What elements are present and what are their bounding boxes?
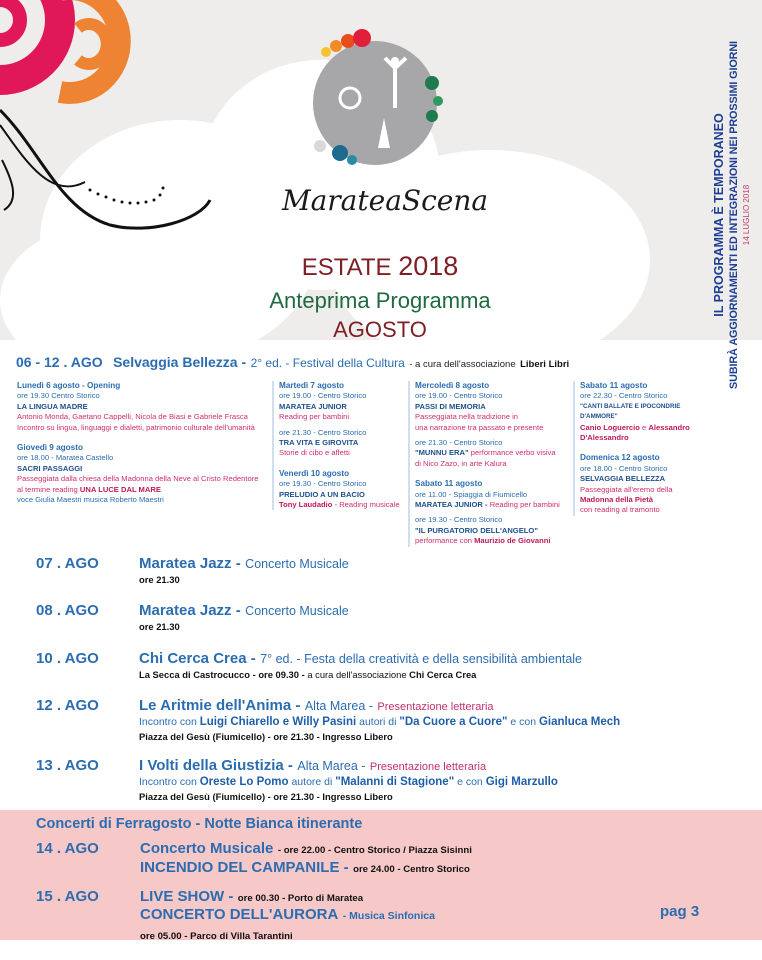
ferragosto-event	[36, 888, 99, 906]
event-title: "IL PURGATORIO DELL'ANGELO"	[415, 525, 538, 535]
event-description: Reading per bambini	[489, 500, 560, 510]
event-meta: La Secca di Castrocucco - ore 09.30 -	[139, 669, 305, 680]
event-time: ore 18.00 - Maratea Castello	[17, 453, 114, 463]
event-time: ore 19.00 - Centro Storico	[279, 391, 367, 401]
event-time: ore 22.30 - Centro Storico	[580, 391, 668, 401]
event-title: Concerto Musicale	[140, 840, 274, 857]
festival-dates: 06 - 12 . AGO	[16, 354, 103, 370]
festival-column-3	[408, 381, 573, 547]
event-text: Incontro con	[139, 716, 197, 728]
event-title: LA LINGUA MADRE	[17, 401, 88, 411]
festival-curator-prefix: - a cura dell'associazione	[409, 359, 516, 370]
event-title: PRELUDIO A UN BACIO	[279, 489, 365, 499]
event-description: al termine reading	[17, 484, 78, 494]
event-highlight: UNA LUCE DAL MARE	[79, 484, 161, 494]
event-description: e	[642, 422, 647, 432]
event-title: MARATEA JUNIOR	[279, 401, 347, 411]
ferragosto-event-line	[140, 926, 293, 944]
event-title: I Volti della Giustizia -	[139, 757, 293, 774]
event-meta: Piazza del Gesù (Fiumicello) - ore 21.30 - Ingresso Libero	[139, 791, 393, 802]
event-description: Passeggiata all'eremo della	[580, 484, 673, 494]
event-description: Passeggiata dalla chiesa della Madonna della Neve al Cristo Redentore	[17, 474, 259, 484]
event-meta: - ore 22.00 - Centro Storico / Piazza Sisinni	[277, 845, 472, 856]
ferragosto-event	[36, 840, 99, 858]
brand-script-title: MarateaScena	[281, 184, 489, 217]
event-highlight: Alessandro D'Alessandro	[580, 422, 690, 443]
event-description: performance verbo visiva	[470, 448, 556, 458]
day-heading: Lunedì 6 agosto - Opening	[17, 381, 121, 390]
event-description: con reading al tramonto	[580, 505, 660, 515]
notice-date: 14 LUGLIO 2018	[742, 184, 751, 246]
event-title: SELVAGGIA BELLEZZA	[580, 474, 666, 484]
event-date: 08 . AGO	[36, 602, 99, 619]
month-title: AGOSTO	[333, 317, 427, 342]
event-title: SACRI PASSAGGI	[17, 463, 83, 473]
festival-column-1	[17, 381, 272, 505]
event-guest: Oreste Lo Pomo	[199, 776, 289, 788]
festival-curator: Liberi Libri	[520, 359, 570, 370]
season-year: 2018	[398, 251, 459, 281]
event-description: di Nico Zazo, in arte Kalura	[415, 458, 507, 468]
festival-column-4	[573, 381, 707, 516]
event-guest: Gianluca Mech	[538, 716, 621, 728]
notice-line-1: IL PROGRAMMA È TEMPORANEO	[712, 113, 726, 317]
event-subtitle: 7° ed. - Festa della creatività e della sensibilità ambientale	[260, 652, 583, 666]
event-title: Chi Cerca Crea -	[139, 650, 256, 667]
event-date: 12 . AGO	[36, 697, 99, 714]
event-title: "MUNNU ERA"	[415, 448, 469, 458]
event-time: ore 19.30 - Centro Storico	[279, 479, 367, 489]
event-row	[36, 697, 726, 753]
event-description: - Reading musicale	[334, 500, 400, 510]
day-heading: Sabato 11 agosto	[415, 479, 483, 489]
event-date: 10 . AGO	[36, 650, 99, 667]
event-guest: Luigi Chiarello e Willy Pasini	[199, 716, 357, 728]
event-title: CONCERTO DELL'AURORA	[140, 906, 339, 923]
ferragosto-event-line	[140, 906, 435, 924]
event-title: INCENDIO DEL CAMPANILE -	[140, 859, 349, 876]
event-title: "CANTI BALLATE E IPOCONDRIE D'AMMORE"	[580, 402, 681, 421]
event-description: Antonio Monda, Gaetano Cappelli, Nicola de Biasi e Gabriele Frasca	[17, 412, 248, 422]
event-date: 13 . AGO	[36, 757, 99, 774]
season-title	[220, 252, 540, 282]
event-title: PASSI DI MEMORIA	[415, 401, 486, 411]
event-meta: ore 05.00 - Parco di Villa Tarantini	[140, 931, 293, 942]
event-text: autori di	[359, 716, 397, 728]
event-highlight: Madonna della Pietà	[580, 495, 654, 505]
event-guest: Gigi Marzullo	[485, 776, 558, 788]
event-description: Passeggiata nella tradizione in	[415, 412, 519, 422]
day-heading: Mercoledì 8 agosto	[415, 381, 490, 390]
event-time: ore 18.00 - Centro Storico	[580, 463, 668, 473]
ferragosto-title: Concerti di Ferragosto - Notte Bianca itinerante	[36, 816, 363, 832]
event-description: Reading per bambini	[279, 412, 350, 422]
festival-column-2	[272, 381, 407, 510]
event-meta: Chi Cerca Crea	[409, 669, 477, 680]
event-meta: ore 24.00 - Centro Storico	[353, 864, 470, 875]
decorative-circles-icon	[0, 0, 230, 240]
event-description: voce Giulia Maestri musica Roberto Maestri	[17, 495, 164, 505]
event-text: e con	[510, 716, 537, 728]
event-description: Storie di cibo e affetti	[279, 448, 350, 458]
event-time: ore 19.30 - Centro Storico	[415, 515, 503, 525]
event-title: LIVE SHOW -	[140, 888, 234, 905]
event-date: 15 . AGO	[36, 888, 99, 905]
event-time: ore 19.00 - Centro Storico	[415, 391, 503, 401]
event-category: Presentazione letteraria	[377, 701, 494, 713]
event-meta: ore 21.30	[139, 574, 180, 585]
event-title: MARATEA JUNIOR -	[415, 500, 488, 510]
day-heading: Venerdì 10 agosto	[279, 468, 350, 478]
event-subtitle: Concerto Musicale	[245, 557, 349, 571]
ferragosto-event-line	[140, 859, 470, 877]
event-book: "Malanni di Stagione"	[335, 776, 455, 788]
event-subtitle: Alta Marea -	[297, 759, 366, 773]
season-label: ESTATE	[301, 254, 392, 281]
page-number: pag 3	[660, 903, 700, 920]
event-book: "Da Cuore a Cuore"	[399, 716, 508, 728]
ferragosto-event-line	[140, 888, 363, 906]
day-heading: Giovedì 9 agosto	[17, 443, 83, 453]
program-subtitle: Anteprima Programma	[269, 288, 491, 313]
temporary-program-notice	[712, 20, 758, 410]
event-subtitle: - Musica Sinfonica	[342, 910, 435, 922]
event-description: performance con	[415, 536, 472, 546]
event-highlight: Tony Laudadio	[279, 500, 333, 510]
event-subtitle: Concerto Musicale	[245, 604, 349, 618]
event-category: Presentazione letteraria	[369, 761, 487, 773]
event-text: autore di	[291, 776, 333, 788]
event-title: Le Aritmie dell'Anima -	[139, 697, 301, 714]
maratea-redeemer-logo-icon	[300, 28, 450, 178]
festival-header	[16, 354, 706, 372]
notice-line-2: SUBIRÀ AGGIORNAMENTI ED INTEGRAZIONI NEI PROSSIMI GIORNI	[728, 41, 740, 389]
event-row	[36, 757, 726, 813]
day-heading: Domenica 12 agosto	[580, 453, 660, 463]
event-text: Incontro con	[139, 776, 197, 788]
event-date: 14 . AGO	[36, 840, 99, 857]
event-highlight: Canio Loguercio	[580, 422, 640, 432]
event-meta: Piazza del Gesù (Fiumicello) - ore 21.30 - Ingresso Libero	[139, 731, 393, 742]
event-time: ore 11.00 - Spiaggia di Fiumicello	[415, 489, 528, 499]
event-text: e con	[457, 776, 483, 788]
day-heading: Martedì 7 agosto	[279, 381, 345, 390]
event-date: 07 . AGO	[36, 555, 99, 572]
ferragosto-event-line	[140, 840, 472, 858]
festival-name: Selvaggia Bellezza -	[113, 354, 247, 370]
event-time: ore 19.30 Centro Storico	[17, 391, 100, 401]
event-meta: a cura dell'associazione	[307, 669, 407, 680]
title-block	[220, 252, 540, 344]
event-time: ore 21.30 - Centro Storico	[415, 438, 503, 448]
event-title: Maratea Jazz -	[139, 555, 241, 572]
event-description: una narrazione tra passato e presente	[415, 422, 544, 432]
event-subtitle: Alta Marea -	[304, 699, 373, 713]
day-heading: Sabato 11 agosto	[580, 381, 648, 390]
event-meta: ore 00.30 - Porto di Maratea	[237, 893, 364, 904]
event-highlight: Maurizio de Giovanni	[474, 536, 551, 546]
event-description: Incontro su lingua, linguaggi e dialetti, patrimonio culturale dell'umanità	[17, 422, 255, 432]
event-meta: ore 21.30	[139, 621, 180, 632]
event-time: ore 21.30 - Centro Storico	[279, 427, 367, 437]
event-title: Maratea Jazz -	[139, 602, 241, 619]
festival-edition: 2° ed. - Festival della Cultura	[250, 356, 405, 370]
event-title: TRA VITA E GIROVITA	[279, 438, 359, 448]
